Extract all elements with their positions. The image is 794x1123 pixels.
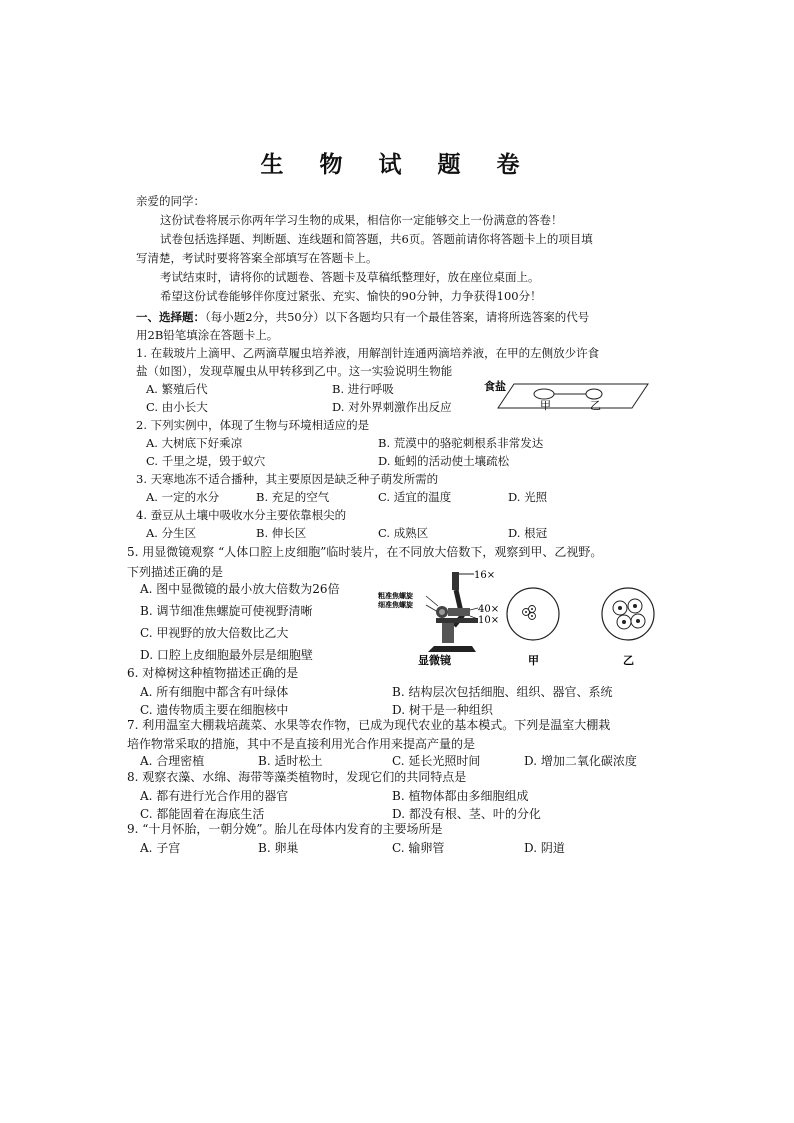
question-2 [136,416,656,434]
section-heading [136,308,656,344]
question-stem: 2. 下列实例中，体现了生物与环境相适应的是 [136,418,370,432]
options-row [146,434,646,452]
option-a[interactable]: A. 合理密植 [140,754,205,768]
intro-line: 希望这份试卷能够伴你度过紧张、充实、愉快的90分钟，力争获得100分！ [160,289,542,303]
question-stem: 9. “十月怀胎，一朝分娩”。胎儿在母体内发育的主要场所是 [127,822,443,836]
intro-block [136,192,656,306]
microscope-diagram [376,566,668,668]
question-6 [127,664,687,683]
option-b[interactable]: B. 植物体都由多细胞组成 [392,789,529,803]
question-stem: 下列描述正确的是 [127,565,224,579]
option-b[interactable]: B. 调节细准焦螺旋可使视野清晰 [140,604,313,618]
options-row [146,380,506,398]
question-stem: 1. 在载玻片上滴甲、乙两滴草履虫培养液，用解剖针连通两滴培养液，在甲的左侧放少许食 [136,346,600,360]
page-title: 生 物 试 题 卷 [260,151,534,178]
question-1 [136,344,656,380]
microscope-figure [376,566,668,668]
option-a[interactable]: A. 一定的水分 [146,490,220,504]
nosepiece [448,608,470,616]
options-row [146,488,646,506]
option-d[interactable]: D. 都没有根、茎、叶的分化 [392,807,541,821]
yi-label: 乙 [590,399,601,412]
option-a[interactable]: A. 子宫 [140,841,181,855]
question-8 [127,768,687,787]
option-d[interactable]: D. 蚯蚓的活动使土壤疏松 [378,454,510,468]
option-c[interactable]: C. 延长光照时间 [392,754,481,768]
question-stem: 3. 天寒地冻不适合播种，其主要原因是缺乏种子萌发所需的 [136,472,439,486]
option-a[interactable]: A. 图中显微镜的最小放大倍数为26倍 [140,582,340,596]
drop-jia [534,389,554,399]
option-a[interactable]: A. 所有细胞中都含有叶绿体 [140,685,289,699]
intro-line: 这份试卷将展示你两年学习生物的成果，相信你一定能够交上一份满意的答卷！ [160,213,563,227]
option-c[interactable]: C. 成熟区 [378,526,429,540]
question-9 [127,820,687,839]
field-yi [602,588,654,640]
yi-caption: 乙 [623,654,634,667]
section-desc-2: 用2B铅笔填涂在答题卡上。 [136,328,279,342]
pillar [442,623,454,643]
option-d[interactable]: D. 阴道 [524,841,565,855]
section-title: 一、选择题： [136,310,205,324]
question-3 [136,470,656,488]
slide-diagram [482,376,652,412]
question-stem: 8. 观察衣藻、水绵、海带等藻类植物时，发现它们的共同特点是 [127,770,467,784]
option-b[interactable]: B. 充足的空气 [256,490,330,504]
base [428,646,476,652]
intro-line: 考试结束时，请将你的试题卷、答题卡及草稿纸整理好，放在座位桌面上。 [160,270,540,284]
fine-focus-label: 细准焦螺旋 [378,600,413,609]
options-row [140,683,660,701]
intro-line: 试卷包括选择题、判断题、连线题和简答题，共6页。答题前请你将答题卡上的项目填 [160,232,593,246]
option-c[interactable]: C. 千里之堤，毁于蚁穴 [146,454,266,468]
intro-line: 写清楚，考试时要将答案全部填写在答题卡上。 [136,251,378,265]
drop-yi [586,389,602,399]
stage [436,618,478,623]
salt-slide-figure [482,376,652,412]
option-b[interactable]: B. 荒漠中的骆驼刺根系非常发达 [378,436,544,450]
option-d[interactable]: D. 树干是一种组织 [392,703,493,717]
question-stem: 培作物常采取的措施，其中不是直接利用光合作用来提高产量的是 [127,737,476,751]
yi-cells [613,599,645,629]
options-row [140,839,660,857]
option-b[interactable]: B. 进行呼吸 [332,382,394,396]
options-row [140,787,660,805]
coarse-focus-label: 粗准焦螺旋 [378,591,413,600]
section-desc: （每小题2分，共50分）以下各题均只有一个最佳答案，请将所选答案的代号 [205,310,590,324]
question-stem: 6. 对樟树这种植物描述正确的是 [127,666,299,680]
obj10-label: 10× [478,615,500,626]
options-row [146,524,646,542]
options-row [146,452,646,470]
jia-label: 甲 [540,399,551,412]
slide-outline [498,384,648,408]
question-stem: 盐（如图），发现草履虫从甲转移到乙中。这一实验说明生物能 [136,364,453,378]
jia-cells [523,606,536,620]
fine-knob [439,609,445,615]
option-d[interactable]: D. 对外界刺激作出反应 [332,400,452,414]
option-d[interactable]: D. 根冠 [508,526,548,540]
option-c[interactable]: C. 适宜的温度 [378,490,452,504]
option-b[interactable]: B. 卵巢 [258,841,299,855]
question-stem: 4. 蚕豆从土壤中吸收水分主要依靠根尖的 [136,508,347,522]
option-a[interactable]: A. 繁殖后代 [146,382,208,396]
question-stem: 7. 利用温室大棚栽培蔬菜、水果等农作物，已成为现代农业的基本模式。下列是温室大棚栽 [127,718,611,732]
option-b[interactable]: B. 伸长区 [256,526,307,540]
option-d[interactable]: D. 口腔上皮细胞最外层是细胞壁 [140,648,313,662]
eyepiece [452,572,459,590]
option-c[interactable]: C. 输卵管 [392,841,445,855]
intro-greeting: 亲爱的同学： [136,194,205,208]
question-4 [136,506,656,524]
option-c[interactable]: C. 由小长大 [146,400,208,414]
salt-label: 食盐 [484,380,506,393]
option-a[interactable]: A. 分生区 [146,526,197,540]
option-d[interactable]: D. 光照 [508,490,548,504]
option-d[interactable]: D. 增加二氧化碳浓度 [524,754,637,768]
obj40-leader [470,608,478,610]
option-a[interactable]: A. 都有进行光合作用的器官 [140,789,289,803]
option-c[interactable]: C. 甲视野的放大倍数比乙大 [140,626,289,640]
jia-caption: 甲 [528,654,539,667]
option-a[interactable]: A. 大树底下好乘凉 [146,436,243,450]
question-5-options [140,578,380,666]
obj40-label: 40× [478,604,500,615]
option-c[interactable]: C. 遗传物质主要在细胞核中 [140,703,289,717]
eyepiece-label: 16× [474,570,496,581]
option-c[interactable]: C. 都能固着在海底生活 [140,807,265,821]
coarse-leader [426,596,438,606]
options-row [146,398,506,416]
question-stem: 5. 用显微镜观察 “人体口腔上皮细胞”临时装片，在不同放大倍数下，观察到甲、乙视野。 [127,545,603,559]
question-7 [127,716,687,754]
option-b[interactable]: B. 适时松土 [258,754,323,768]
microscope-caption: 显微镜 [418,654,451,667]
field-jia [507,588,559,640]
option-b[interactable]: B. 结构层次包括细胞、组织、器官、系统 [392,685,613,699]
